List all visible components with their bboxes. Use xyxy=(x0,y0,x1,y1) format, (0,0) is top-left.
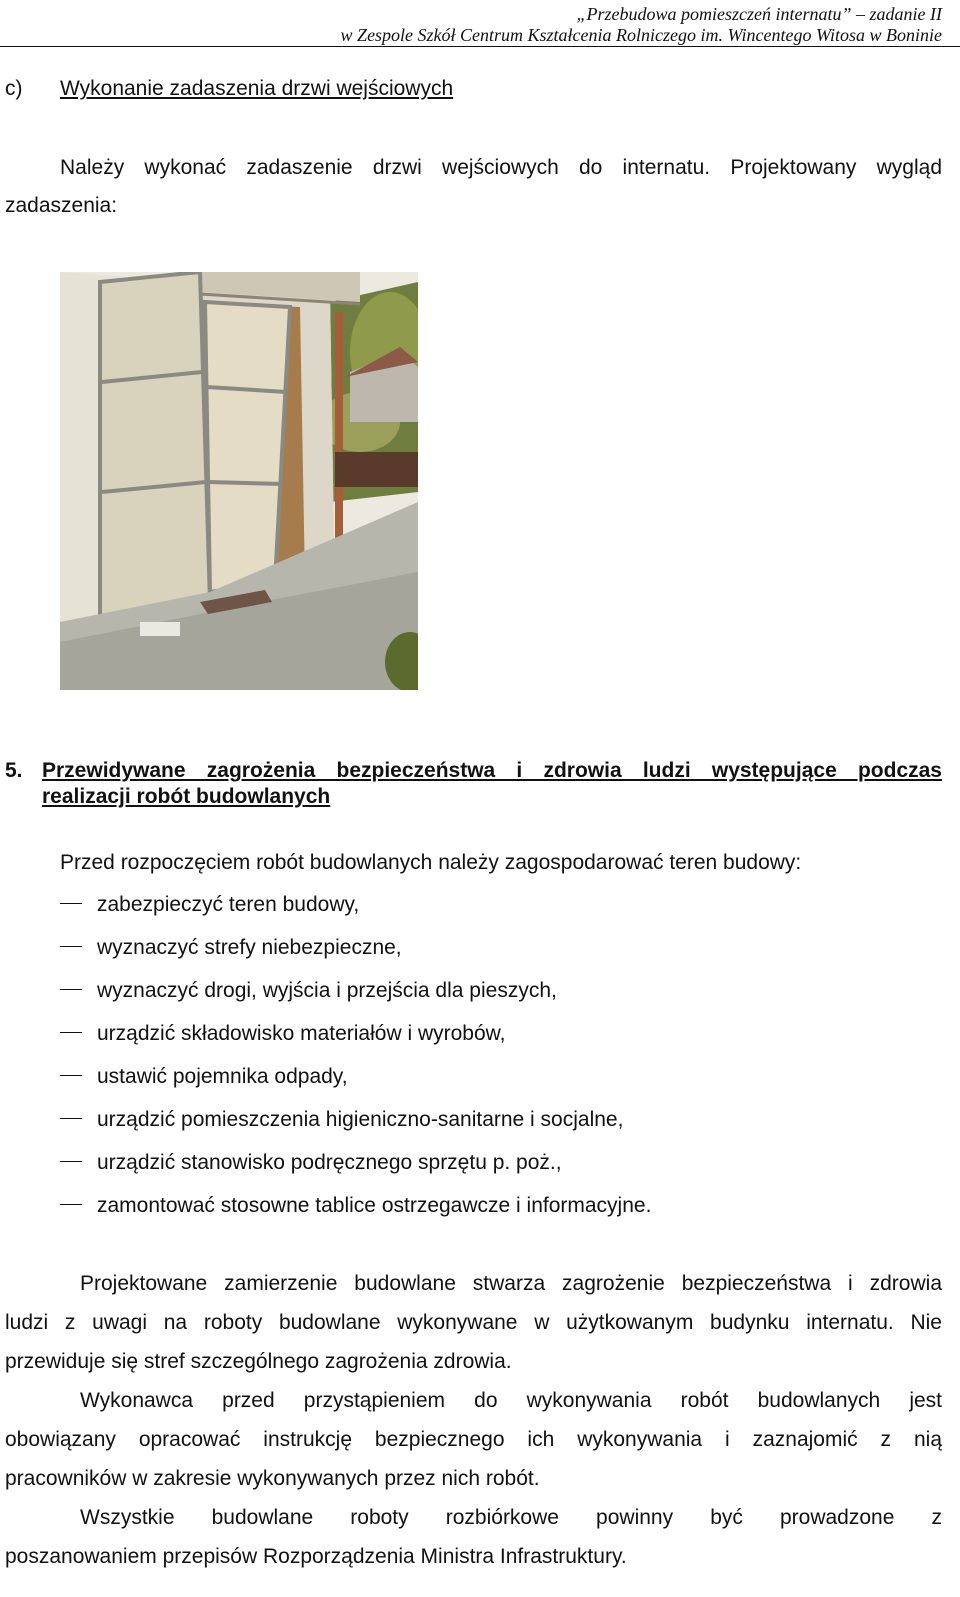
list-item: urządzić pomieszczenia higieniczno-sanitarne i socjalne, xyxy=(97,1108,624,1131)
list-item: zamontować stosowne tablice ostrzegawcze i informacyjne. xyxy=(97,1194,652,1217)
list-item: wyznaczyć strefy niebezpieczne, xyxy=(97,936,402,959)
list-dash xyxy=(60,1032,82,1033)
photo-illustration xyxy=(60,272,418,690)
section-5-title-line-2: realizacji robót budowlanych xyxy=(42,785,331,808)
list-dash xyxy=(60,946,82,947)
paragraph-3-line-2: poszanowaniem przepisów Rozporządzenia Ministra Infrastruktury. xyxy=(5,1545,627,1568)
header-rule xyxy=(0,46,960,47)
list-dash xyxy=(60,1161,82,1162)
list-item: ustawić pojemnika odpady, xyxy=(97,1065,348,1088)
paragraph-1-line-1: Projektowane zamierzenie budowlane stwarza zagrożenie bezpieczeństwa i zdrowia xyxy=(80,1272,942,1295)
section-5-number: 5. xyxy=(5,759,23,782)
paragraph-2-line-3: pracowników w zakresie wykonywanych przez nich robót. xyxy=(5,1467,540,1490)
header-line-1: „Przebudowa pomieszczeń internatu” – zadanie II xyxy=(576,4,942,24)
list-dash xyxy=(60,1075,82,1076)
list-dash xyxy=(60,903,82,904)
header-line-2: w Zespole Szkół Centrum Kształcenia Rolniczego im. Wincentego Witosa w Boninie xyxy=(340,25,942,45)
section-5-title-line-1: Przewidywane zagrożenia bezpieczeństwa i zdrowia ludzi występujące podczas xyxy=(42,759,942,782)
list-item: zabezpieczyć teren budowy, xyxy=(97,893,360,916)
section-c-label: c) xyxy=(5,77,23,100)
list-dash xyxy=(60,1118,82,1119)
list-item: wyznaczyć drogi, wyjścia i przejścia dla pieszych, xyxy=(97,979,557,1002)
paragraph-1-line-2: ludzi z uwagi na roboty budowlane wykonywane w użytkowanym budynku internatu. Nie xyxy=(5,1311,942,1334)
section-c-title: Wykonanie zadaszenia drzwi wejściowych xyxy=(60,77,454,100)
page-header xyxy=(341,4,942,46)
paragraph-2-line-2: obowiązany opracować instrukcję bezpiecznego ich wykonywania i zaznajomić z nią xyxy=(5,1428,942,1451)
list-dash xyxy=(60,989,82,990)
section-c-paragraph-line-1: Należy wykonać zadaszenie drzwi wejściowych do internatu. Projektowany wygląd xyxy=(60,156,942,179)
list-item: urządzić składowisko materiałów i wyrobów, xyxy=(97,1022,506,1045)
list-item: urządzić stanowisko podręcznego sprzętu p. poż., xyxy=(97,1151,562,1174)
paragraph-3-line-1: Wszystkie budowlane roboty rozbiórkowe powinny być prowadzone z xyxy=(80,1506,942,1529)
section-c-paragraph-line-2: zadaszenia: xyxy=(5,194,118,217)
list-dash xyxy=(60,1204,82,1205)
entrance-canopy-photo xyxy=(60,272,418,690)
paragraph-1-line-3: przewiduje się stref szczególnego zagrożenia zdrowia. xyxy=(5,1350,512,1373)
section-5-intro: Przed rozpoczęciem robót budowlanych należy zagospodarować teren budowy: xyxy=(60,851,802,874)
paragraph-2-line-1: Wykonawca przed przystąpieniem do wykonywania robót budowlanych jest xyxy=(80,1389,942,1412)
